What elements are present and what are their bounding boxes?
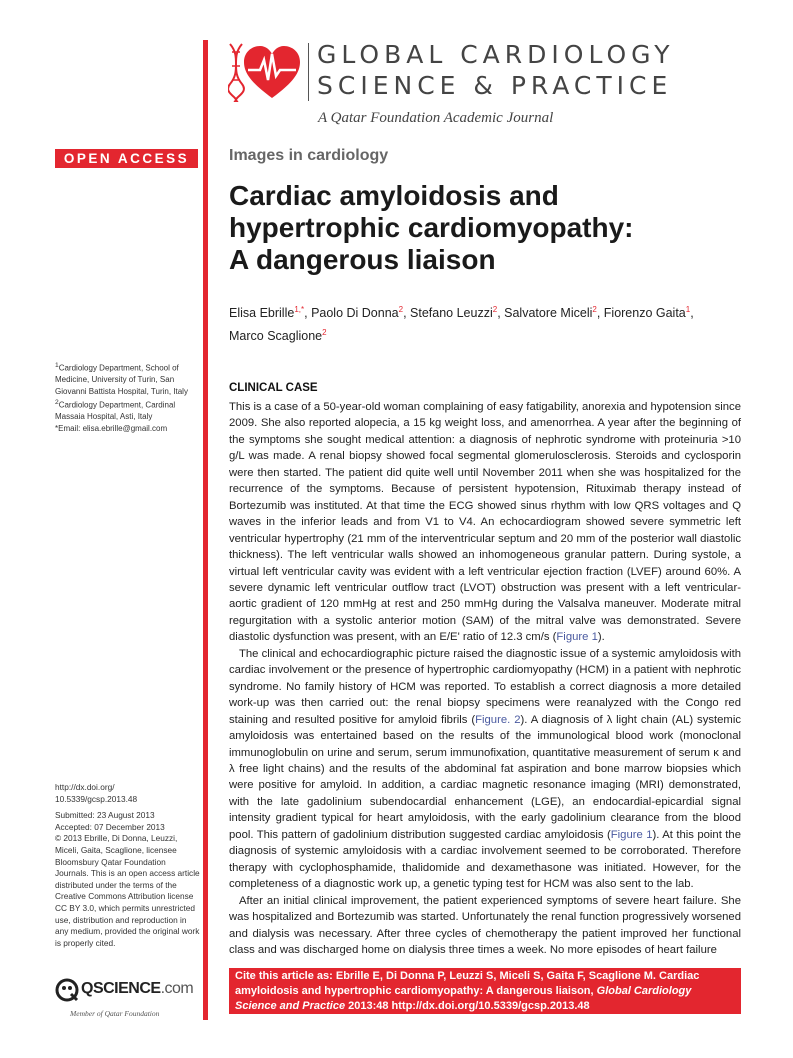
doi[interactable]: http://dx.doi.org/ 10.5339/gcsp.2013.48: [55, 782, 138, 804]
affiliations: [55, 360, 197, 434]
article-title: [229, 180, 634, 276]
section-heading: CLINICAL CASE: [229, 382, 318, 394]
journal-heart-logo: [228, 40, 300, 102]
title-line: A dangerous liaison: [229, 244, 496, 275]
logo-divider: [308, 43, 309, 101]
article-metadata: [55, 782, 200, 954]
citation-box: Cite this article as: Ebrille E, Di Donna P, Leuzzi S, Miceli S, Gaita F, Scaglione M. Cardiac amyloidosis and hypertrophic cardiomyopathy: A dangerous liaison, Global Cardiology Science and Practice 2013:48 http://dx.doi.org/10.5339/gcsp.2013.48: [229, 968, 741, 1014]
corresponding-email: *Email: elisa.ebrille@gmail.com: [55, 423, 168, 433]
journal-name-line1: GLOBAL CARDIOLOGY: [317, 40, 675, 69]
citation-doi[interactable]: 2013:48 http://dx.doi.org/10.5339/gcsp.2013.48: [345, 1000, 590, 1012]
paragraph: This is a case of a 50-year-old woman complaining of easy fatigability, anorexia and hypotension since 2009. She also reported alopecia, a 15 kg weight loss, and amenorrhea. A year after the beginning of the symptoms she sought medical attention: a diagnosis of nephrotic syndrome with proteinuria >10 g/L was made. A renal biopsy showed focal segmental glomerulosclerosis. Steroids and cyclosporin were then started. The patient did quite well until November 2011 when she was hospitalized for the recurrence of the symptoms. Because of persistent hypotension, Rituximab therapy instead of Bortezumib was instituted. At that time the ECG showed sinus rhythm with low QRS voltages and Q waves in the inferior leads and from V1 to V4. An echocardiogram showed severe symmetric left ventricular hypertrophy (21 mm of the interventricular septum and 20 mm of the posterior wall diastolic thickness). The left ventricular walls showed an inhomogeneous granular pattern. During systole, a virtual left ventricular cavity was evident with a left ventricular ejection fraction (LVEF) around 60%. A severe dynamic left ventricular outflow tract (LVOT) obstruction was present with a left ventricular-aortic gradient of 120 mmHg at rest and 250 mmHg during the Valsalva maneuver. Moderate mitral regurgitation with a systolic anterior motion (SAM) of the mitral valve was demonstrated. Severe diastolic dysfunction was present, with an E/E' ratio of 12.3 cm/s (Figure 1).: [229, 401, 741, 644]
title-line: Cardiac amyloidosis and: [229, 180, 559, 211]
author: Paolo Di Donna$^2$,: [311, 305, 411, 321]
author: Salvatore Miceli$^2$,: [504, 305, 604, 321]
author: Elisa Ebrille$^{1,*}$,: [229, 305, 312, 321]
affiliation-2: $^2$Cardiology Department, Cardinal Massaia Hospital, Asti, Italy: [55, 399, 176, 422]
author-list: [229, 300, 769, 346]
section-label: Images in cardiology: [229, 147, 389, 164]
article-body: [229, 399, 741, 958]
citation-journal: Global Cardiology Science and Practice: [235, 985, 692, 1012]
author: Fiorenzo Gaita$^1$,: [603, 305, 694, 321]
qscience-logo: [55, 978, 194, 1007]
figure-link[interactable]: Figure 1: [556, 631, 598, 644]
author: Stefano Leuzzi$^2$,: [410, 305, 505, 321]
journal-tagline: A Qatar Foundation Academic Journal: [318, 110, 554, 126]
paragraph: The clinical and echocardiographic picture raised the diagnostic issue of a systemic amyloidosis with cardiac involvement or the presence of hypertrophic cardiomyopathy (HCM) in a patient with nephrotic syndrome. No family history of HCM was reported. To establish a correct diagnosis a more detailed work-up was then carried out: the renal biopsy specimens were reanalyzed with the Congo red staining and resulted positive for amyloid fibrils (Figure. 2). A diagnosis of λ light chain (AL) systemic amyloidosis was entertained based on the results of the immunological blood work (monoclonal immunoglobulin on urine and serum, serum immunofixation, quantitative measurement of serum κ and λ free light chains) and the results of the abdominal fat aspiration and bone marrow biopsies which were positive for amyloid. In addition, a cardiac magnetic resonance imaging (MRI) demonstrated, with the late gadolinium subendocardial enhancement (LGE), an endocardial-epicardial signal intensity gradient typical for heart amyloidosis, with the early gadolinium clearance from the blood pool. This pattern of gadolinium distribution suggested cardiac amyloidosis (Figure 1). At this point the diagnosis of systemic amyloidosis with a cardiac involvement seemed to be corroborated. Therefore therapy with cyclophosphamide, thalidomide and dexamethasone was initiated. However, for the completeness of a diagnostic work up, a genetic typing test for HCM was also sent to the lab.: [229, 647, 741, 891]
open-access-badge: OPEN ACCESS: [55, 149, 198, 168]
margin-red-rule: [203, 40, 208, 1020]
publisher-name: QSCIENCE.com: [81, 980, 194, 997]
qscience-logo-icon: [55, 978, 79, 1002]
figure-link[interactable]: Figure 1: [610, 828, 653, 841]
journal-name-line2: SCIENCE & PRACTICE: [317, 71, 673, 100]
dates: Submitted: 23 August 2013 Accepted: 07 December 2013 © 2013 Ebrille, Di Donna, Leuzzi, Miceli, Gaita, Scaglione, licensee Bloomsbury Qatar Foundation Journals. This is an open access article distributed under the terms of the Creative Commons Attribution license CC BY 3.0, which permits unrestricted use, distribution and reproduction in any medium, provided the original work is properly cited.: [55, 810, 200, 948]
affiliation-1: $^1$Cardiology Department, School of Medicine, University of Turin, San Giovanni Battista Hospital, Turin, Italy: [55, 362, 188, 396]
figure-link[interactable]: Figure. 2: [475, 713, 521, 726]
paragraph: After an initial clinical improvement, the patient experienced symptoms of severe heart failure. She was hospitalized and Bortezumib was started. Unfortunately the renal function progressively worsened and dialysis was necessary. After three cycles of chemotherapy the patient improved her functional class and was discharged home on dialysis three times a week. No more episodes of heart failure: [229, 894, 741, 956]
title-line: hypertrophic cardiomyopathy:: [229, 212, 634, 243]
publisher-member-note: Member of Qatar Foundation: [70, 1009, 160, 1018]
author: Marco Scaglione$^2$: [229, 328, 327, 344]
